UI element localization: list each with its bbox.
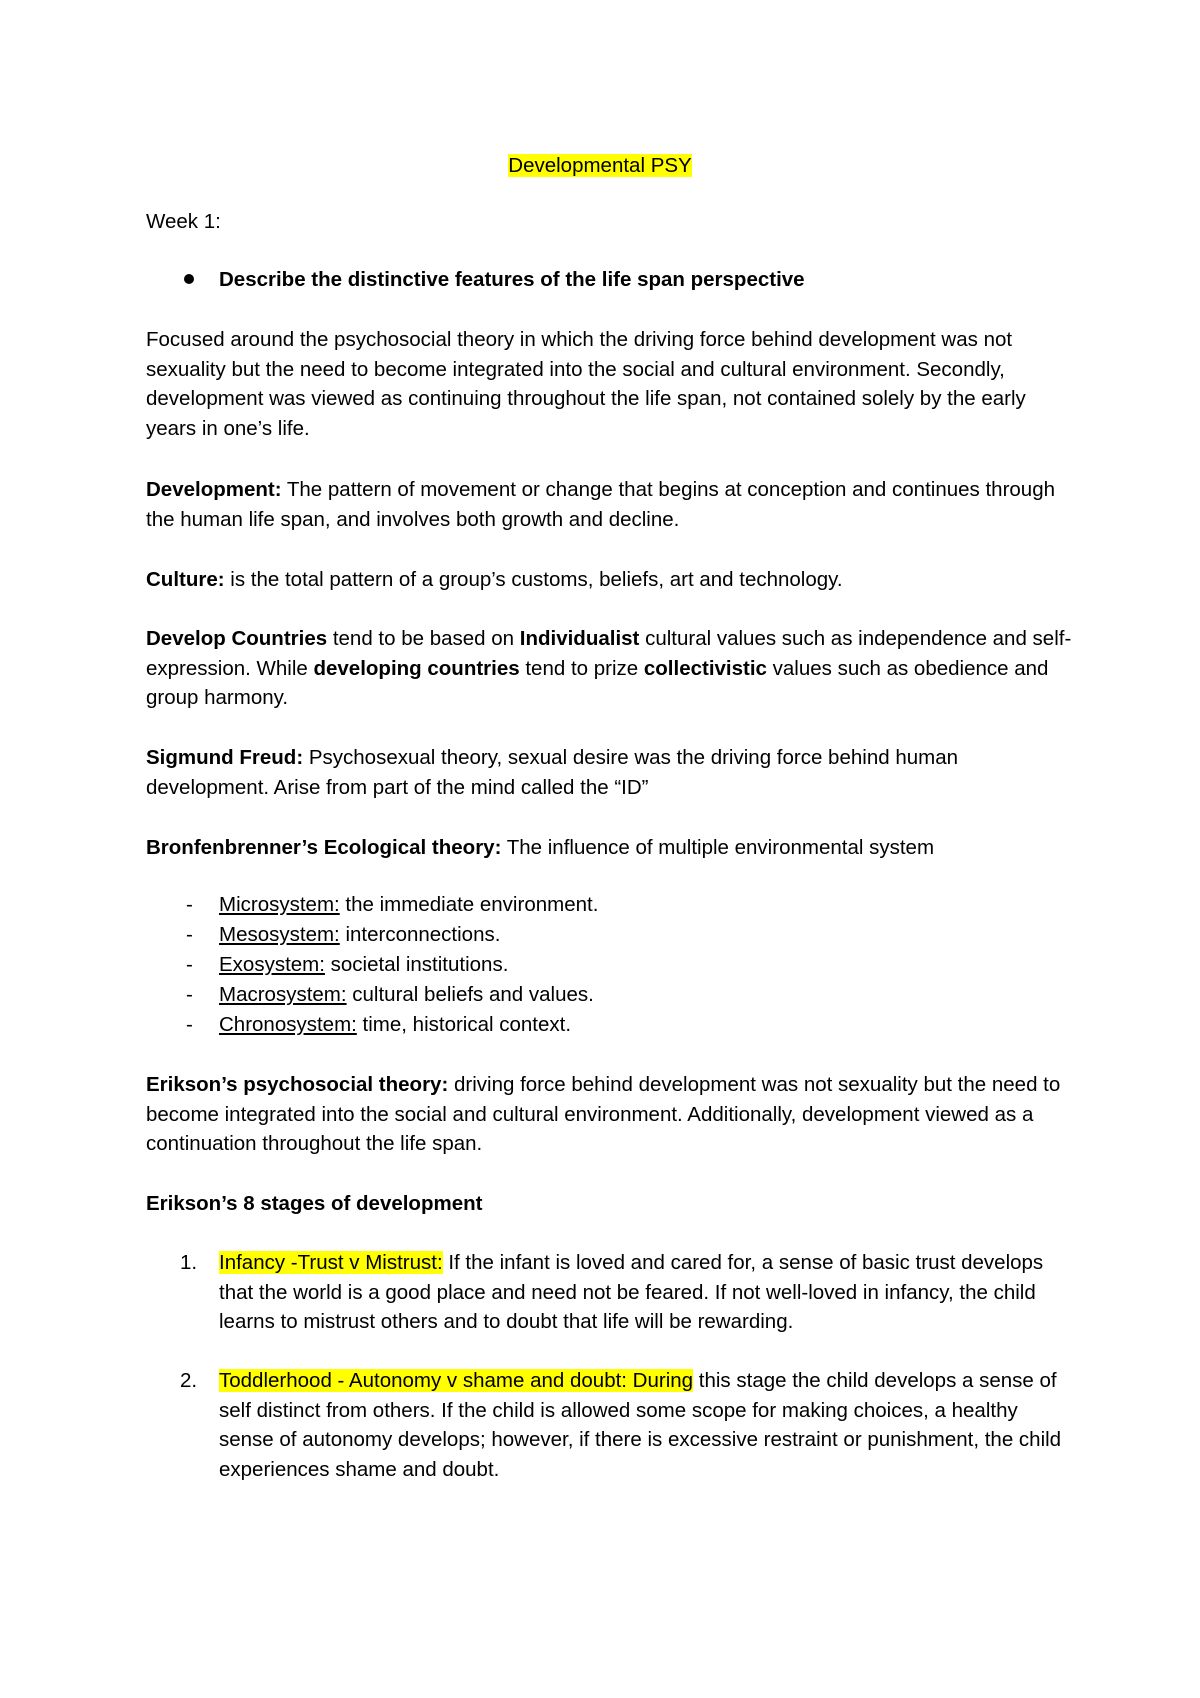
- countries-term-1: Develop Countries: [146, 627, 328, 650]
- freud-term: Sigmund Freud:: [146, 746, 304, 769]
- development-text: The pattern of movement or change that begins at conception and continues through the human life span, and involves both growth and decline.: [146, 478, 1056, 531]
- culture-term: Culture:: [146, 568, 225, 591]
- erikson-text: driving force behind development was not sexuality but the need to become integrated into the social and cultural environment. Additionally, development viewed as a continuation throughout the life span.: [146, 1073, 1061, 1155]
- freud-text: Psychosexual theory, sexual desire was the driving force behind human development. Arise from part of the mind called the “ID”: [146, 746, 958, 799]
- stages-heading-text: Erikson’s 8 stages of development: [146, 1192, 483, 1215]
- dash-marker: -: [186, 1013, 193, 1036]
- system-name: Microsystem:: [219, 893, 340, 916]
- system-name: Mesosystem:: [219, 923, 340, 946]
- countries-term-7: collectivistic: [643, 656, 767, 680]
- stage-number: 2.: [180, 1369, 198, 1392]
- countries-paragraph: [146, 624, 1076, 713]
- countries-text-8: values such as obedience and group harmony.: [146, 656, 1049, 709]
- stage-label: Toddlerhood - Autonomy v shame and doubt: During: [219, 1369, 694, 1392]
- culture-paragraph: [146, 565, 1076, 595]
- stage-item: [219, 1366, 1069, 1484]
- countries-text-2: tend to be based on: [327, 627, 520, 650]
- system-name: Chronosystem:: [219, 1013, 357, 1036]
- system-desc: time, historical context.: [356, 1013, 572, 1036]
- bullet-heading-text: Describe the distinctive features of the life span perspective: [219, 268, 805, 291]
- list-item-text: [219, 890, 598, 920]
- development-paragraph: [146, 475, 1076, 534]
- document-title: [0, 151, 1200, 181]
- intro-paragraph: Focused around the psychosocial theory in which the driving force behind development was not sexuality but the need to become integrated into the social and cultural environment. Secondly, development was viewed as continuing throughout the life span, not contained solely by the early years in one’s life.: [146, 328, 1026, 440]
- dash-marker: -: [186, 983, 193, 1006]
- countries-text-6: tend to prize: [519, 656, 644, 680]
- countries-text-4: cultural values such as independence and self-expression. While: [146, 627, 1072, 680]
- bronfenbrenner-text: The influence of multiple environmental system: [501, 836, 935, 859]
- countries-term-5: developing countries: [313, 656, 520, 680]
- list-item-text: [219, 950, 508, 980]
- system-desc: interconnections.: [339, 923, 501, 946]
- bronfenbrenner-term: Bronfenbrenner’s Ecological theory:: [146, 836, 502, 859]
- stage-label: Infancy -Trust v Mistrust:: [219, 1251, 443, 1274]
- list-item-text: [219, 980, 594, 1010]
- countries-term-3: Individualist: [519, 627, 640, 650]
- system-desc: cultural beliefs and values.: [346, 983, 594, 1006]
- bronfenbrenner-paragraph: [146, 833, 1076, 863]
- freud-paragraph: [146, 743, 1076, 802]
- dash-marker: -: [186, 953, 193, 976]
- bullet-dot-icon: [184, 274, 194, 284]
- stage-number: 1.: [180, 1251, 198, 1274]
- dash-marker: -: [186, 893, 193, 916]
- system-desc: societal institutions.: [324, 953, 509, 976]
- culture-text: is the total pattern of a group’s customs, beliefs, art and technology.: [224, 568, 843, 591]
- erikson-paragraph: [146, 1070, 1076, 1159]
- system-name: Exosystem:: [219, 953, 325, 976]
- bullet-heading: [219, 265, 1079, 295]
- erikson-term: Erikson’s psychosocial theory:: [146, 1073, 449, 1096]
- list-item-text: [219, 1010, 571, 1040]
- list-item-text: [219, 920, 500, 950]
- development-term: Development:: [146, 478, 282, 501]
- dash-marker: -: [186, 923, 193, 946]
- title-highlight: Developmental PSY: [508, 154, 692, 177]
- stage-text: If the infant is loved and cared for, a sense of basic trust develops that the world is a good place and need not be feared. If not well-loved in infancy, the child learns to mistrust others and to doubt that life will be rewarding.: [219, 1251, 1044, 1333]
- week-label: Week 1:: [146, 210, 221, 233]
- stage-text: this stage the child develops a sense of self distinct from others. If the child is allowed some scope for making choices, a healthy sense of autonomy develops; however, if there is excessive restraint or punishment, the child experiences shame and doubt.: [219, 1369, 1062, 1481]
- system-name: Macrosystem:: [219, 983, 347, 1006]
- stage-item: [219, 1248, 1069, 1337]
- system-desc: the immediate environment.: [339, 893, 599, 916]
- stages-heading: [146, 1189, 1076, 1219]
